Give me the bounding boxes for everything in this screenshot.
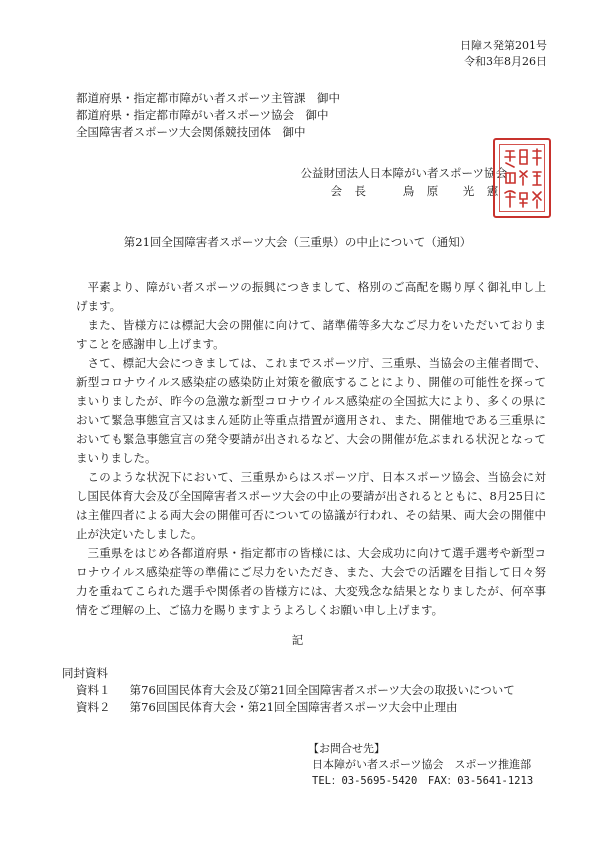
attachment-text: 第76回国民体育大会及び第21回全国障害者スポーツ大会の取扱いについて [129, 683, 515, 697]
sender-signatory [300, 182, 507, 200]
sender-block [300, 164, 507, 200]
attachment-item [62, 682, 515, 699]
document-number: 日障ス発第201号 [460, 39, 547, 52]
attachment-label: 資料２ [76, 700, 111, 714]
recipient-list [76, 90, 340, 141]
sender-title: 会 長 [330, 184, 367, 198]
attachment-label: 資料１ [76, 683, 111, 697]
body-paragraph: このような状況下において、三重県からはスポーツ庁、日本スポーツ協会、当協会に対し国民体育大会及び全国障害者スポーツ大会の中止の要請が出されるとともに、8月25日には主催四者による両大会の開催可否についての協議が行われ、その結果、両大会の開催中止が決定いたしました。 [76, 470, 546, 541]
recipient-line: 全国障害者スポーツ大会関係競技団体 御中 [76, 125, 306, 139]
seal-glyph-pattern [500, 145, 546, 213]
recipient-line: 都道府県・指定都市障がい者スポーツ協会 御中 [76, 108, 329, 122]
body-paragraph: 三重県をはじめ各都道府県・指定都市の皆様には、大会成功に向けて選手選考や新型コロナウイルス感染症等の準備にご尽力をいただき、また、大会での活躍を目指して日々努力を重ねてこられた選手や関係者の皆様方には、大変残念な結果となりましたが、何卒事情をご理解の上、ご協力を賜りますようよろしくお願い申し上げます。 [76, 546, 546, 617]
attachments-section [62, 665, 515, 716]
contact-organization: 日本障がい者スポーツ協会 スポーツ推進部 [312, 758, 532, 771]
seal-inner-border [499, 144, 545, 212]
attachments-heading: 同封資料 [62, 666, 108, 680]
body-paragraph: また、皆様方には標記大会の開催に向けて、諸準備等多大なご尽力をいただいておりますことを感謝申し上げます。 [76, 318, 546, 351]
body-paragraph: さて、標記大会につきましては、これまでスポーツ庁、三重県、当協会の主催者間で、新型コロナウイルス感染症の感染防止対策を徹底することにより、開催の可能性を探ってまいりましたが、昨今の急激な新型コロナウイルス感染症の全国拡大により、多くの県において緊急事態宣言又はまん延防止等重点措置が適用され、また、開催地である三重県においても緊急事態宣言の発令要請が出されるなど、大会の開催が危ぶまれる状況となってまいりました。 [76, 356, 546, 465]
contact-block [308, 741, 533, 789]
recipient-line: 都道府県・指定都市障がい者スポーツ主管課 御中 [76, 91, 341, 105]
attachment-item [62, 699, 515, 716]
document-date: 令和3年8月26日 [464, 55, 547, 68]
official-seal-stamp [493, 138, 551, 218]
attachment-text: 第76回国民体育大会・第21回全国障害者スポーツ大会中止理由 [129, 700, 458, 714]
contact-heading: 【お問合せ先】 [308, 742, 385, 755]
document-header [460, 38, 547, 70]
body-paragraph: 平素より、障がい者スポーツの振興につきまして、格別のご高配を賜り厚く御礼申し上げます。 [76, 280, 546, 313]
sender-name: 鳥 原 光 憲 [402, 184, 499, 198]
document-subject: 第21回全国障害者スポーツ大会（三重県）の中止について（通知） [123, 235, 472, 249]
ki-marker: 記 [291, 633, 304, 647]
contact-phone-fax: TEL：03-5695-5420 FAX：03-5641-1213 [312, 775, 534, 787]
sender-organization: 公益財団法人日本障がい者スポーツ協会 [300, 166, 507, 180]
document-body [76, 278, 546, 620]
